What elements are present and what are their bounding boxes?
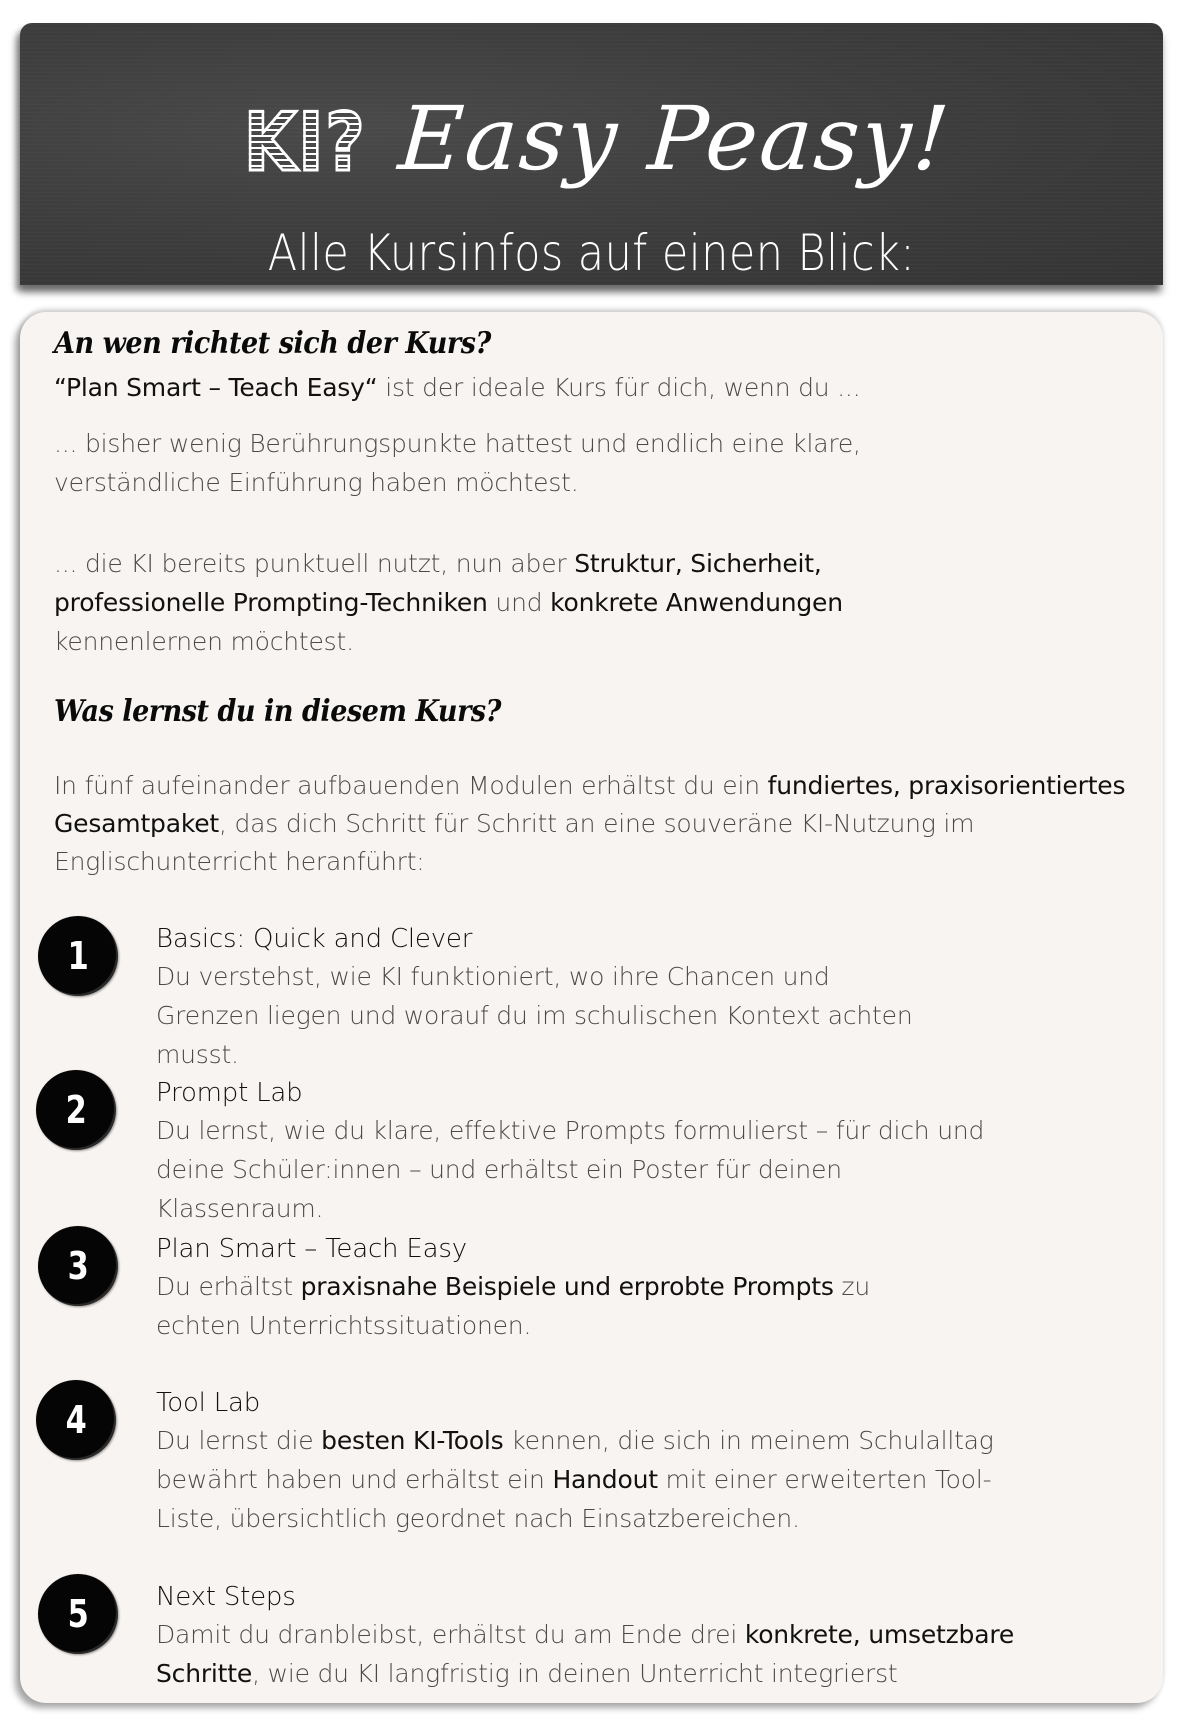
number-badge-icon: 1 [38,916,118,996]
audience-point-beginner: ... bisher wenig Berührungspunkte hattest und endlich eine klare, verständliche Einführung haben möchtest. [54,429,861,497]
module-title: Plan Smart – Teach Easy [156,1234,467,1264]
module-title: Next Steps [156,1582,296,1612]
module-description: Du erhältst praxisnahe Beispiele und erprobte Prompts zu echten Unterrichtssituationen. [156,1272,870,1340]
section-heading-audience: An wen richtet sich der Kurs? [54,326,491,361]
module-title: Basics: Quick and Clever [156,924,473,954]
module-title: Tool Lab [156,1388,261,1418]
audience-intro: “Plan Smart – Teach Easy“ ist der ideale Kurs für dich, wenn du ... [54,373,861,402]
module-description: Damit du dranbleibst, erhältst du am Ende drei konkrete, umsetzbare Schritte, wie du KI langfristig in deinen Unterricht integrierst [156,1620,1015,1688]
module-title: Prompt Lab [156,1078,303,1108]
page-title [20,87,1163,211]
number-badge-icon: 4 [36,1380,116,1460]
number-badge-icon: 3 [38,1226,118,1306]
header-banner [20,23,1163,285]
page-subtitle: Alle Kursinfos auf einen Blick: [267,224,916,282]
section-heading-learning: Was lernst du in diesem Kurs? [54,694,502,729]
number-badge-icon: 2 [36,1070,116,1150]
title-easy-peasy: Easy Peasy! [395,87,955,190]
course-name: “Plan Smart – Teach Easy“ [54,373,378,402]
audience-point-advanced: ... die KI bereits punktuell nutzt, nun aber Struktur, Sicherheit, professionelle Prompting-Techniken und konkrete Anwendungen kennenlernen möchtest. [54,549,843,656]
number-badge-icon: 5 [38,1574,118,1654]
learning-intro: In fünf aufeinander aufbauenden Modulen erhältst du ein fundiertes, praxisorientiertes Gesamtpaket, das dich Schritt für Schritt an eine souveräne KI-Nutzung im Englischunterricht heranführt: [54,771,1126,876]
module-description: Du lernst die besten KI-Tools kennen, die sich in meinem Schulalltag bewährt haben und erhältst ein Handout mit einer erweiterten Tool-Liste, übersichtlich geordnet nach Einsatzbereichen. [156,1426,994,1533]
content-card [20,312,1163,1703]
module-description: Du verstehst, wie KI funktioniert, wo ihre Chancen und Grenzen liegen und worauf du im schulischen Kontext achten musst. [156,962,913,1069]
title-ki: KI? [243,96,366,189]
module-description: Du lernst, wie du klare, effektive Prompts formulierst – für dich und deine Schüler:innen – und erhältst ein Poster für deinen Klassenraum. [156,1116,985,1223]
